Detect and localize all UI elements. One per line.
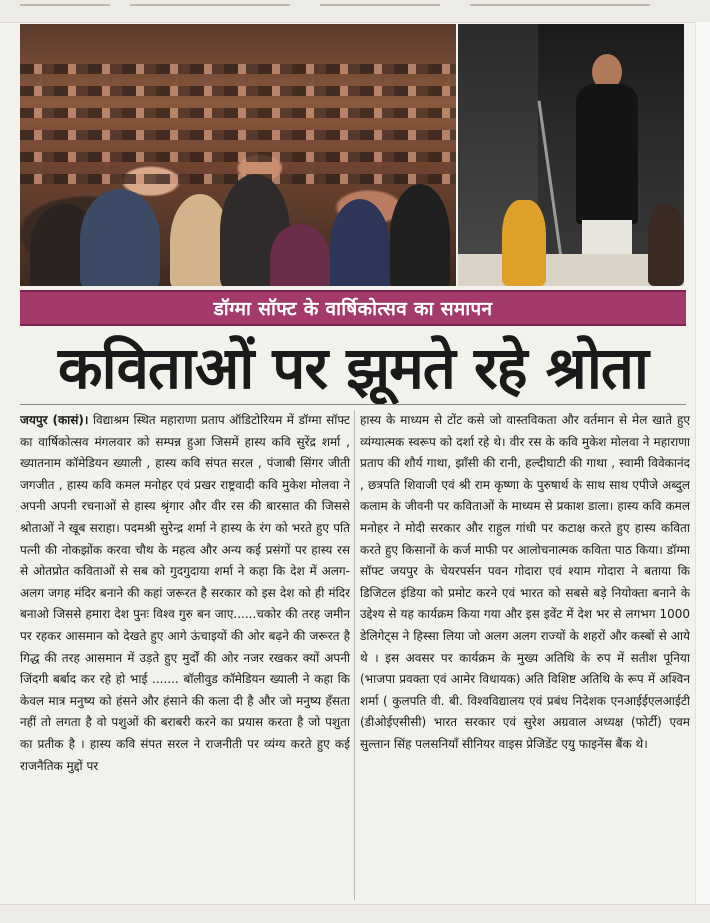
column-1-text: विद्याश्रम स्थित महाराणा प्रताप ऑडिटोरियम में डॉग्मा सॉफ्ट का वार्षिकोत्सव मंगलवार को सम्पन्न हुआ जिसमें हास्य कवि सुरेंद्र शर्मा , ख्यातनाम कॉमेडियन ख्याली , हास्य कवि संपत सरल , पंजाबी सिंगर जीती जगजीत , हास्य कवि कमल मनोहर एवं प्रखर राष्ट्रवादी कवि मुकेश मोलवा ने अपनी अपनी रचनाओं से हास्य श्रृंगार और वीर रस की बारसात की जिससे श्रोताओं ने खूब सराहा। पदमश्री सुरेन्द्र शर्मा ने हास्य के रंग को भरते हुए पति पत्नी की नोकझोंक करवा चौथ के महत्व और अन्य कई प्रसंगों पर हास्य रस से ओतप्रोत कविताओं से सब को गुदगुदाया शर्मा ने कहा कि देश में अलग-अलग जगह मंदिर बनाने की कहां जरूरत है सरकार को इस देश को ही मंदिर बनाओ जिससे हमारा देश पुनः विश्व गुरु बन जाए......चकोर की तरह जमीन पर रहकर आसमान को देखते हुए आगे ऊंचाइयों की ओर बढ़ने की जरूरत है गिद्ध की तरह आसमान में उड़ते हुए मुर्दों की ओर नजर रखकर क्यों अपनी जिंदगी बर्बाद कर रहे हो भाई ....... बॉलीवुड कॉमेडियन ख्याली ने कहा कि केवल मात्र मनुष्य को हंसने और हंसाने की कला दी है और जो मनुष्य हँसता नहीं तो लगता है वो पशुओं की बराबरी करने का प्रयास करता है जो पशुता का प्रतीक है । हास्य कवि संपत सरल ने राजनीती पर व्यंग्य करते हुए कई राजनैतिक मुद्दों पर [20,413,350,773]
main-headline: कविताओं पर झूमते रहे श्रोता [58,333,648,402]
dateline: जयपुर (कासं)। [20,413,89,427]
audience-photo [20,24,456,286]
page-bottom-edge [0,904,710,923]
article-column-1 [20,410,350,900]
column-divider [354,410,355,900]
page-right-edge [695,22,710,922]
article-column-2 [360,410,690,900]
stage-speaker-photo [458,24,684,286]
page-top-edge [0,0,710,23]
column-2-text: हास्य के माध्यम से टोंट कसे जो वास्तविकता और वर्तमान से मेल खाते हुए व्यंग्यात्मक स्वरूप को दर्शा रहे थे। वीर रस के कवि मुकेश मोलवा ने महाराणा प्रताप की शौर्य गाथा, झाँसी की रानी, हल्दीघाटी की गाथा , स्वामी विवेकानंद , छत्रपति शिवाजी एवं श्री राम कृष्णा के पुरुषार्थ के साथ साथ एपीजे अब्दुल कलाम के जीवनी पर कविताओं के माध्यम से प्रकाश डाला। हास्य कवि कमल मनोहर ने मोदी सरकार और राहुल गांधी पर कटाक्ष करते हुए हास्य कविता करते हुए किसानों के कर्ज माफी पर आलोचनात्मक कविता पाठ किया। डॉग्मा सॉफ्ट जयपुर के चेयरपर्सन पवन गोदारा एवं श्याम गोदारा ने बताया कि डिजिटल इंडिया को प्रमोट करने एवं भारत को सबसे बड़े नियोक्ता बनाने के उद्देश्य से यह कार्यक्रम किया गया और इस इवेंट में देश भर से लगभग 1000 डेलिगेट्स ने हिस्सा लिया जो अलग अलग राज्यों के शहरों और कस्बों से आये थे । इस अवसर पर कार्यक्रम के मुख्य अतिथि के रुप में सतीश पूनिया (भाजपा प्रवक्ता एवं आमेर विधायक) अति विशिष्ट अतिथि के रूप में अश्विन शर्मा ( कुलपति वी. बी. विश्वविद्यालय एवं प्रबंध निदेशक एनआईईएलआईटी (डीओईएसीसी) भारत सरकार एवं सुरेश अग्रवाल अध्यक्ष (फोर्टी) एवम सुल्तान सिंह पलसनियाँ सीनियर वाइस प्रेजिडेंट एयु फाइनेंस बैंक थे। [360,413,690,751]
strap-headline: डॉग्मा सॉफ्ट के वार्षिकोत्सव का समापन [20,290,686,326]
headline-rule [20,404,686,405]
